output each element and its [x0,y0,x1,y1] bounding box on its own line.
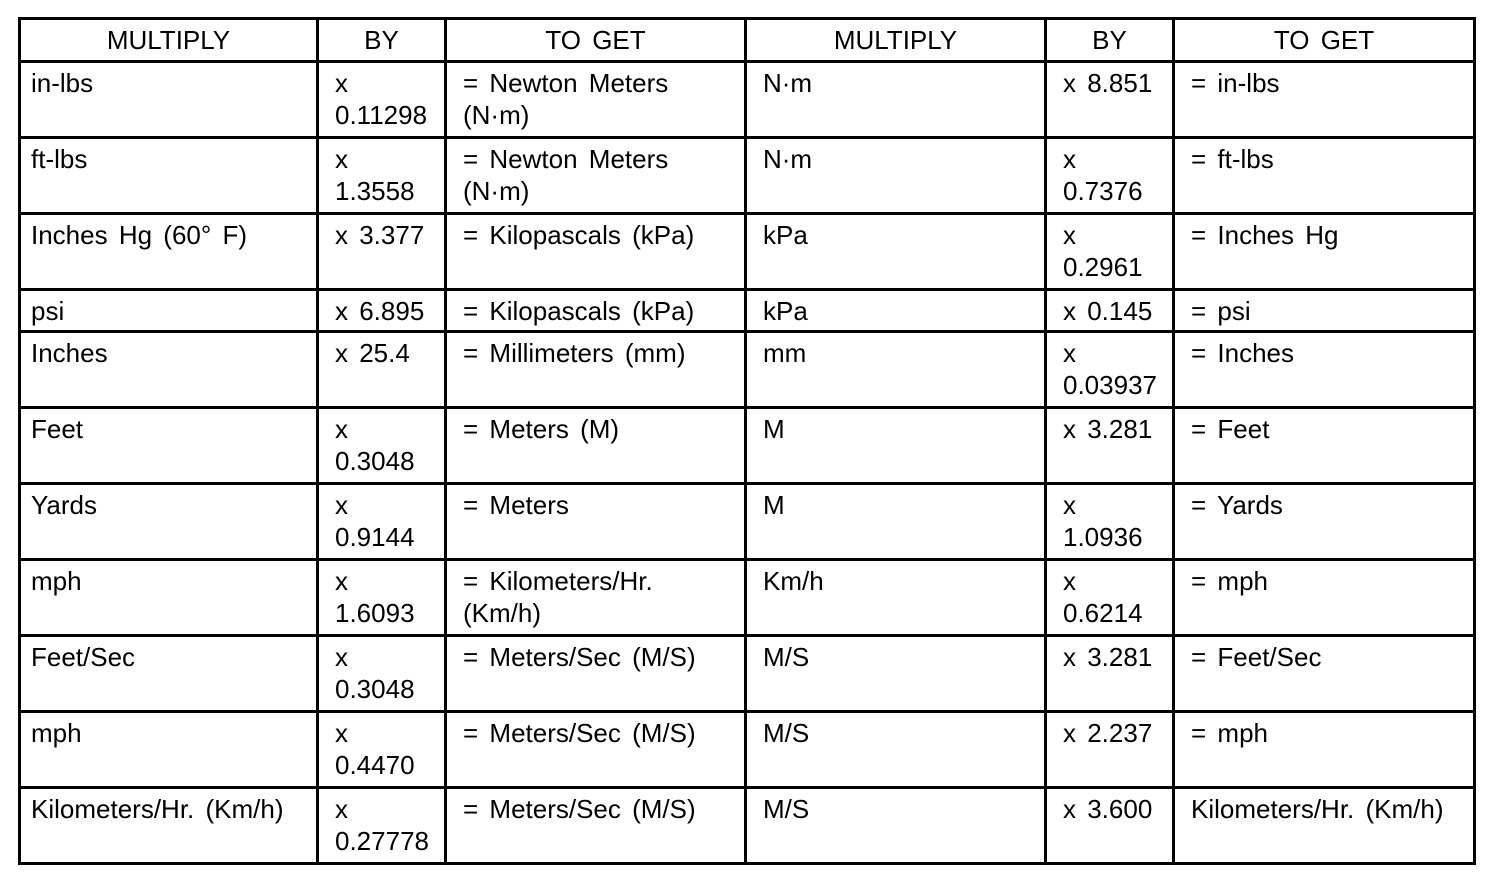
unit-to: = Newton Meters (N·m) [446,138,746,214]
table-row [20,712,1475,788]
unit-from: Feet [20,408,318,484]
factor: x 25.4 [318,332,446,408]
factor-reverse: x 3.281 [1046,408,1174,484]
unit-to-reverse: = in-lbs [1174,62,1475,138]
factor: x 3.377 [318,214,446,290]
unit-from: Yards [20,484,318,560]
table-row [20,408,1475,484]
factor-reverse: x 0.7376 [1046,138,1174,214]
unit-to-reverse: = Feet [1174,408,1475,484]
table-row [20,560,1475,636]
factor: x 0.27778 [318,788,446,864]
unit-from-reverse: N·m [746,62,1046,138]
unit-from-reverse: M/S [746,636,1046,712]
table-row [20,290,1475,332]
factor-reverse: x 0.145 [1046,290,1174,332]
factor: x 0.3048 [318,408,446,484]
unit-to: = Meters/Sec (M/S) [446,636,746,712]
unit-from-reverse: kPa [746,290,1046,332]
unit-from: ft-lbs [20,138,318,214]
factor-reverse: x 2.237 [1046,712,1174,788]
unit-to: = Kilopascals (kPa) [446,290,746,332]
unit-from: mph [20,712,318,788]
unit-to: = Newton Meters (N·m) [446,62,746,138]
unit-from-reverse: M/S [746,712,1046,788]
unit-from-reverse: mm [746,332,1046,408]
header-multiply: MULTIPLY [20,19,318,62]
unit-to: = Meters/Sec (M/S) [446,788,746,864]
unit-to: = Meters [446,484,746,560]
header-by-reverse: BY [1046,19,1174,62]
table-row [20,788,1475,864]
unit-from-reverse: M/S [746,788,1046,864]
unit-from: Inches Hg (60° F) [20,214,318,290]
unit-to: = Meters (M) [446,408,746,484]
factor-reverse: x 8.851 [1046,62,1174,138]
unit-from-reverse: M [746,408,1046,484]
table-row [20,332,1475,408]
unit-from: mph [20,560,318,636]
unit-to-reverse: = mph [1174,712,1475,788]
unit-from: Kilometers/Hr. (Km/h) [20,788,318,864]
unit-to-reverse: = ft-lbs [1174,138,1475,214]
unit-from: Feet/Sec [20,636,318,712]
unit-to-reverse: = Feet/Sec [1174,636,1475,712]
table-row [20,636,1475,712]
unit-from-reverse: N·m [746,138,1046,214]
unit-to-reverse: Kilometers/Hr. (Km/h) [1174,788,1475,864]
unit-to: = Millimeters (mm) [446,332,746,408]
factor: x 6.895 [318,290,446,332]
table-header [20,19,1475,62]
table-row [20,138,1475,214]
factor-reverse: x 3.600 [1046,788,1174,864]
factor: x 0.4470 [318,712,446,788]
factor: x 0.11298 [318,62,446,138]
table-body [20,62,1475,864]
header-to-get: TO GET [446,19,746,62]
table-row [20,62,1475,138]
unit-to-reverse: = Yards [1174,484,1475,560]
unit-from-reverse: kPa [746,214,1046,290]
unit-from-reverse: Km/h [746,560,1046,636]
unit-to-reverse: = Inches Hg [1174,214,1475,290]
conversion-table [18,17,1476,865]
unit-to: = Meters/Sec (M/S) [446,712,746,788]
unit-to: = Kilometers/Hr. (Km/h) [446,560,746,636]
factor-reverse: x 0.03937 [1046,332,1174,408]
factor: x 0.9144 [318,484,446,560]
factor: x 1.6093 [318,560,446,636]
factor-reverse: x 0.6214 [1046,560,1174,636]
unit-to: = Kilopascals (kPa) [446,214,746,290]
unit-from: in-lbs [20,62,318,138]
unit-to-reverse: = psi [1174,290,1475,332]
factor: x 0.3048 [318,636,446,712]
unit-from: psi [20,290,318,332]
unit-from: Inches [20,332,318,408]
header-by: BY [318,19,446,62]
unit-to-reverse: = mph [1174,560,1475,636]
unit-to-reverse: = Inches [1174,332,1475,408]
header-row [20,19,1475,62]
factor-reverse: x 1.0936 [1046,484,1174,560]
factor: x 1.3558 [318,138,446,214]
table-row [20,484,1475,560]
factor-reverse: x 0.2961 [1046,214,1174,290]
header-to-get-reverse: TO GET [1174,19,1475,62]
factor-reverse: x 3.281 [1046,636,1174,712]
unit-from-reverse: M [746,484,1046,560]
header-multiply-reverse: MULTIPLY [746,19,1046,62]
table-row [20,214,1475,290]
